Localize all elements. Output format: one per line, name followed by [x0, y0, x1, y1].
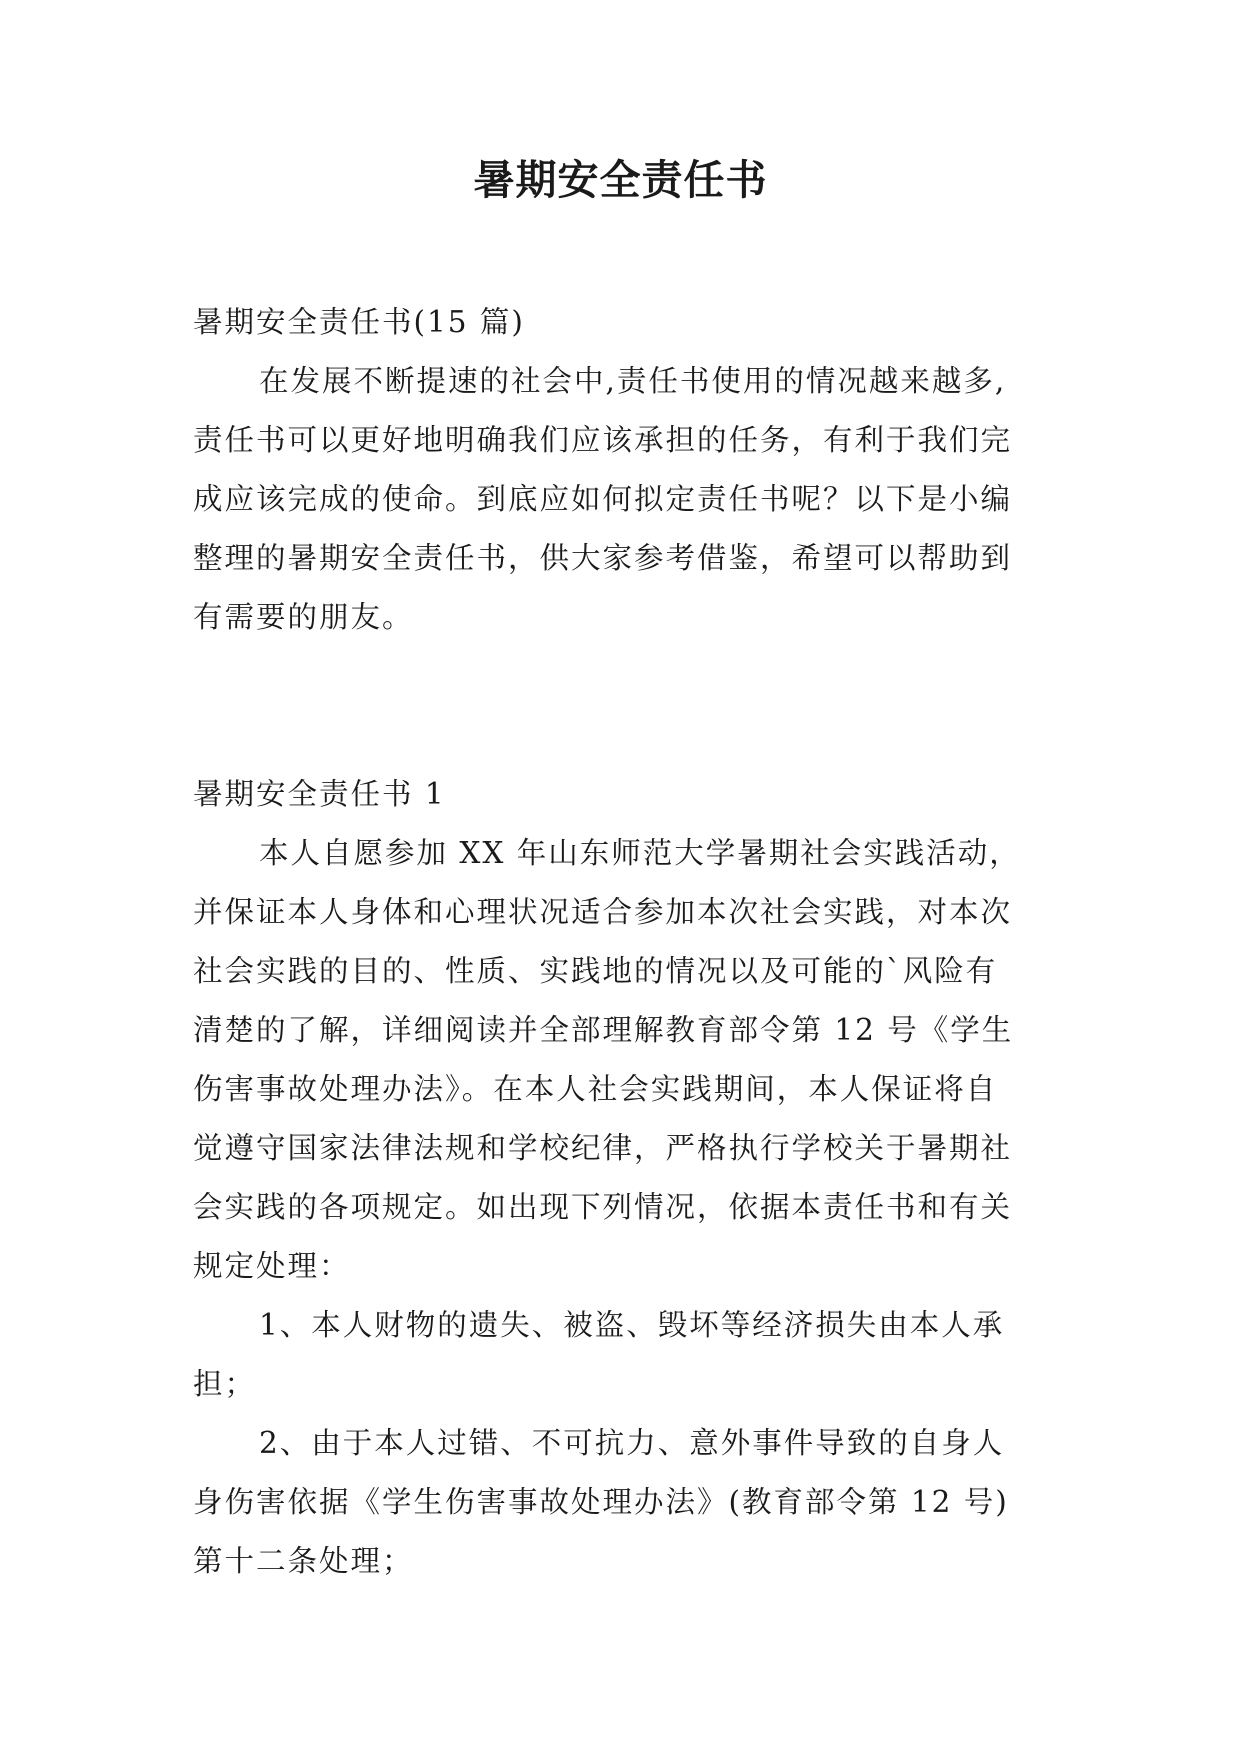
list-item-line: 第十二条处理； — [193, 1544, 414, 1578]
section-line: 伤害事故处理办法》。在本人社会实践期间，本人保证将自 — [193, 1072, 998, 1106]
section-line: 会实践的各项规定。如出现下列情况，依据本责任书和有关 — [193, 1190, 1013, 1224]
section-line: 规定处理： — [193, 1249, 351, 1283]
intro-paragraph — [193, 352, 1058, 647]
list-item-2 — [193, 1414, 1058, 1591]
section-line: 清楚的了解，详细阅读并全部理解教育部令第 12 号《学生 — [193, 1013, 1014, 1047]
document-subtitle: 暑期安全责任书(15 篇) — [193, 305, 525, 339]
section-line: 觉遵守国家法律法规和学校纪律，严格执行学校关于暑期社 — [193, 1131, 1013, 1165]
section-paragraph — [193, 824, 1058, 1296]
document-title: 暑期安全责任书 — [473, 156, 768, 204]
section-line: 社会实践的目的、性质、实践地的情况以及可能的`风险有 — [193, 954, 998, 988]
intro-line: 责任书可以更好地明确我们应该承担的任务，有利于我们完 — [193, 423, 1013, 457]
intro-line: 在发展不断提速的社会中,责任书使用的情况越来越多, — [259, 364, 1007, 398]
list-item-line: 身伤害依据《学生伤害事故处理办法》(教育部令第 12 号) — [193, 1485, 1009, 1519]
list-item-line: 2、由于本人过错、不可抗力、意外事件导致的自身人 — [259, 1426, 1005, 1460]
intro-line: 有需要的朋友。 — [193, 600, 414, 634]
list-item-line: 1、本人财物的遗失、被盗、毁坏等经济损失由本人承 — [259, 1308, 1005, 1342]
intro-line: 整理的暑期安全责任书，供大家参考借鉴，希望可以帮助到 — [193, 541, 1013, 575]
section-line: 并保证本人身体和心理状况适合参加本次社会实践，对本次 — [193, 895, 1013, 929]
document-body — [193, 293, 1058, 1591]
list-item-line: 担； — [193, 1367, 257, 1401]
list-item-1 — [193, 1296, 1058, 1414]
section-heading: 暑期安全责任书 1 — [193, 777, 446, 811]
intro-line: 成应该完成的使命。到底应如何拟定责任书呢？以下是小编 — [193, 482, 1013, 516]
paragraph-spacer — [193, 647, 1058, 765]
section-line: 本人自愿参加 XX 年山东师范大学暑期社会实践活动， — [259, 836, 1021, 870]
